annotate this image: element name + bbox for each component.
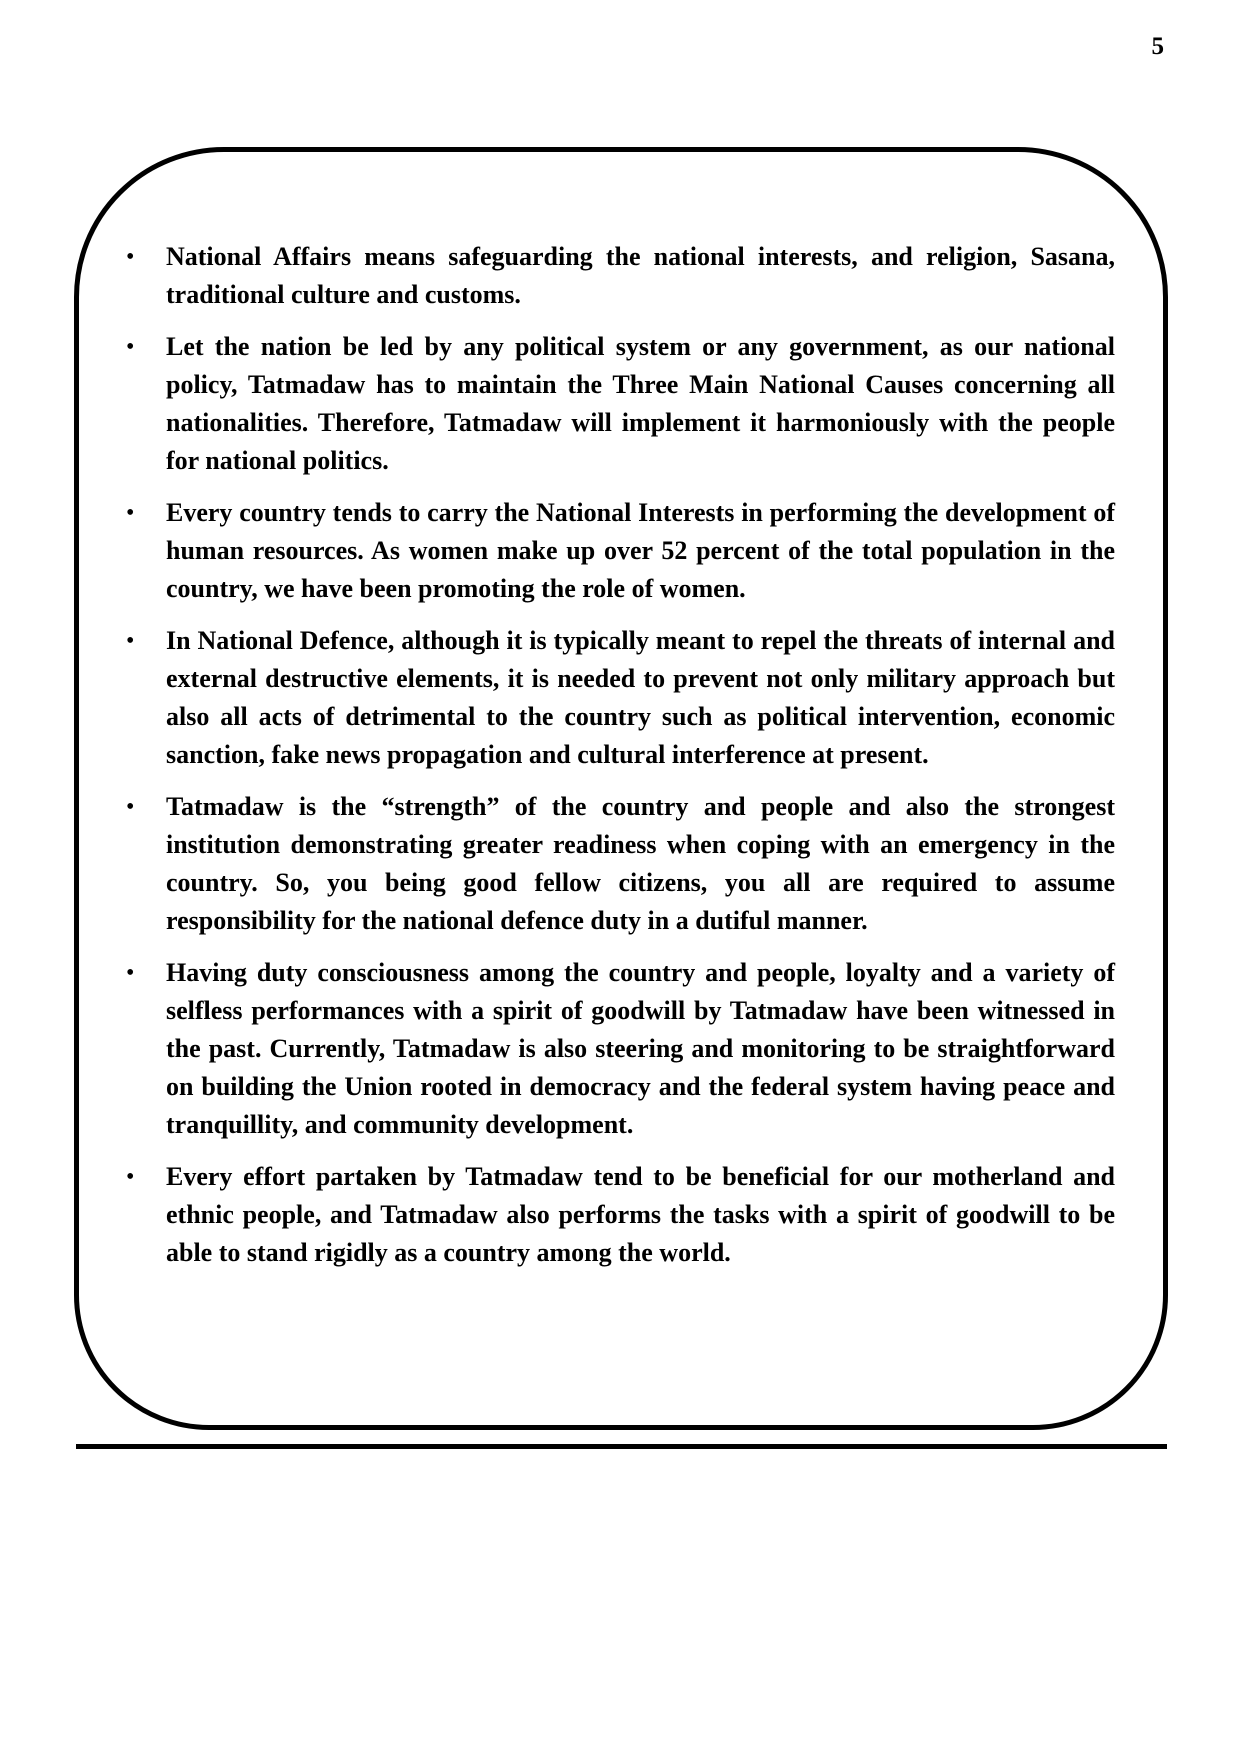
bullet-item [126,622,1115,774]
bullet-item [126,238,1115,314]
bullet-icon: • [126,334,135,360]
bullet-icon: • [126,628,135,654]
bullet-text: Every effort partaken by Tatmadaw tend to be beneficial for our motherland and ethnic people, and Tatmadaw also performs the tasks with a spirit of goodwill to be able to stand rigidly as a country among the world. [166,1162,1115,1267]
bullet-item [126,788,1115,940]
bottom-horizontal-rule [76,1444,1167,1449]
bullet-icon: • [126,500,135,526]
bullet-text: Tatmadaw is the “strength” of the country and people and also the strongest institution demonstrating greater readiness when coping with an emergency in the country. So, you being good fellow citizens, you all are required to assume responsibility for the national defence duty in a dutiful manner. [166,792,1115,935]
bullet-item [126,1158,1115,1272]
bullet-icon: • [126,960,135,986]
bullet-icon: • [126,794,135,820]
bullet-item [126,328,1115,480]
bullet-list [79,238,1163,1286]
bullet-text: In National Defence, although it is typically meant to repel the threats of internal and external destructive elements, it is needed to prevent not only military approach but also all acts of detrimental to the country such as political intervention, economic sanction, fake news propagation and cultural interference at present. [166,626,1115,769]
page-number: 5 [1151,33,1164,60]
bullet-text: Every country tends to carry the National Interests in performing the development of human resources. As women make up over 52 percent of the total population in the country, we have been promoting the role of women. [166,498,1115,603]
bullet-item [126,954,1115,1144]
bullet-icon: • [126,1164,135,1190]
bullet-item [126,494,1115,608]
bullet-text: Let the nation be led by any political system or any government, as our national policy, Tatmadaw has to maintain the Three Main National Causes concerning all nationalities. Therefore, Tatmadaw will implement it harmoniously with the people for national politics. [166,332,1115,475]
bullet-text: Having duty consciousness among the country and people, loyalty and a variety of selfless performances with a spirit of goodwill by Tatmadaw have been witnessed in the past. Currently, Tatmadaw is also steering and monitoring to be straightforward on building the Union rooted in democracy and the federal system having peace and tranquillity, and community development. [166,958,1115,1139]
bullet-icon: • [126,244,135,270]
bullet-text: National Affairs means safeguarding the national interests, and religion, Sasana, traditional culture and customs. [166,242,1115,309]
rounded-content-box [74,147,1168,1430]
